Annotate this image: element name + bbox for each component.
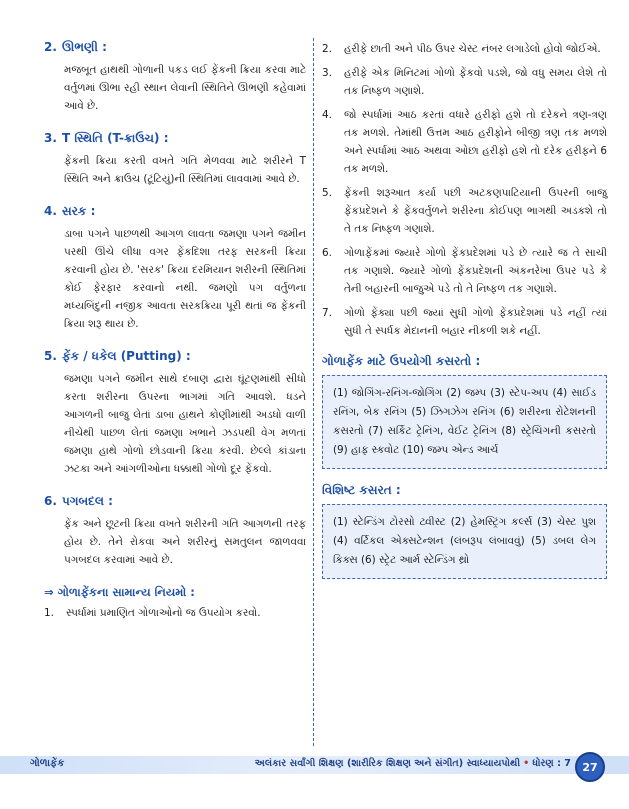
- rule-text: હરીફે છાતી અને પીઠ ઉપર ચેસ્ટ નંબર લગાડેલો હોવો જોઈએ.: [344, 43, 601, 55]
- section-heading: [44, 131, 306, 146]
- section-title: ઊભણી :: [62, 40, 107, 54]
- rule-text: ગોળાફેંકમાં જ્યારે ગોળો ફેંકપ્રદેશમાં પડે છે ત્યારે જ તે સાચી તક ગણાશે. જ્યારે ગોળો ફેંકપ્રદેશની અંકનરેખા ઉપર પડે કે તેની બહારની બાજુએ પડે તો તે નિષ્ફળ તક ગણાશે.: [344, 247, 607, 295]
- rule-number: 2.: [322, 43, 332, 55]
- rule-text: જો સ્પર્ધામાં આઠ કરતાં વધારે હરીફો હશે તો દરેકને ત્રણ-ત્રણ તક મળશે. તેમાંથી ઉત્તમ આઠ હરીફોને બીજી ત્રણ તક મળશે અને સ્પર્ધામાં આઠ અથવા ઓછા હરીફો હશે તો દરેક હરીફને 6 તક મળશે.: [344, 109, 607, 175]
- rule-number: 3.: [322, 67, 332, 79]
- rule-text: સ્પર્ધામાં પ્રમાણિત ગોળાઓનો જ ઉપયોગ કરવો.: [66, 607, 261, 619]
- section-heading: [44, 204, 306, 219]
- section-pagbadal: [44, 494, 306, 569]
- section-body: ડાબા પગને પાછળથી આગળ લાવતા જમણા પગને જમીન પરથી ઊંચે લીધા વગર ફેંકદિશા તરફ સરકની ક્રિયા કરવાની હોય છે. 'સરક' ક્રિયા દરમિયાન શરીરની સ્થિતિમાં કોઈ ફેરફાર કરવાનો નથી. જમણો પગ વર્તુળના મધ્યબિંદુની નજીક આવતા સરકક્રિયા પૂરી થતાં જ ફેંકની ક્રિયા શરૂ થાય છે.: [64, 228, 306, 330]
- rule-text: ફેંકની શરૂઆત કર્યા પછી અટકણપાટિયાની ઉપરની બાજુ ફેંકપ્રદેશને કે ફેંકવર્તુળને શરીરના કોઈપણ ભાગથી અડકશે તો તે તક નિષ્ફળ ગણાશે.: [344, 187, 607, 235]
- section-body: જમણા પગને જમીન સાથે દબાણ દ્વારા ઘૂંટણમાંથી સીધો કરતા શરીરના ઉપરના ભાગમાં ગતિ આવશે. ધડને આગળની બાજુ લેતાં ડાબા હાથને કોણીમાંથી અડધો વાળી નીચેથી પાછળ લેતાં જમણા ખભાને ઝડપથી વેગ મળતાં જમણા હાથે ગોળો છોડવાની ક્રિયા કરવી. છેલ્લે કાંડાના ઝટકા અને આંગળીઓના ધક્કાથી ગોળો દૂર ફેંકવો.: [64, 373, 306, 475]
- section-number: 2.: [44, 40, 57, 54]
- rule-item: [322, 40, 607, 58]
- right-column: [322, 40, 607, 579]
- section-body: મજબૂત હાથથી ગોળાની પકડ લઈ ફેંકની ક્રિયા કરવા માટે વર્તુળમાં ઊભા રહી સ્થાન લેવાની સ્થિતિને ઊભણી કહેવામાં આવે છે.: [64, 64, 306, 112]
- footer-chapter: ગોળાફેંક: [30, 758, 65, 769]
- section-number: 4.: [44, 204, 57, 218]
- rules-heading: ⇒ ગોળાફેંકના સામાન્ય નિયમો :: [44, 585, 195, 599]
- rule-item: [322, 184, 607, 238]
- section-ubhani: [44, 40, 306, 115]
- column-divider: [313, 38, 314, 746]
- rule-number: 6.: [322, 247, 332, 259]
- section-title: પગબદલ :: [62, 494, 113, 508]
- rule-text: ગોળો ફેંક્યા પછી જ્યાં સુધી ગોળો ફેંકપ્રદેશમાં પડે નહીં ત્યાં સુધી તે સ્પર્ધક મેદાનની બહાર નીકળી શકે નહીં.: [344, 307, 607, 337]
- section-heading: [44, 494, 306, 509]
- section-heading: [44, 40, 306, 55]
- useful-exercises-box: (1) જોગિંગ-રનિંગ-જોગિંગ (2) જમ્પ (3) સ્ટેપ-અપ (4) સાઈડ રનિંગ, બેક રનિંગ (5) ઝિગઝેગ રનિંગ (6) શરીરના રોટેશનની કસરતો (7) સર્કિટ ટ્રેનિંગ, વેઈટ ટ્રેનિંગ (8) સ્ટ્રેચિંગની કસરતો (9) હાફ સ્કવોટ (10) જમ્પ એન્ડ આર્ચ: [322, 375, 607, 469]
- section-t-crouch: [44, 131, 306, 188]
- section-number: 5.: [44, 349, 57, 363]
- section-body: ફેંક અને છૂટની ક્રિયા વખતે શરીરની ગતિ આગળની તરફ હોય છે. તેને રોકવા અને શરીરનું સમતુલન જાળવવા પગબદલ કરવામાં આવે છે.: [64, 518, 306, 566]
- page-footer: [0, 752, 629, 776]
- rule-number: 4.: [322, 109, 332, 121]
- footer-book-title: [255, 758, 571, 769]
- section-putting: [44, 349, 306, 478]
- rule-item: [322, 304, 607, 340]
- page-number-badge: 27: [575, 752, 605, 782]
- standard-label: ધોરણ : 7: [532, 758, 571, 769]
- rule-number: 5.: [322, 187, 332, 199]
- section-title: સરક :: [62, 204, 96, 218]
- special-exercise-box: (1) સ્ટેન્ડિંગ ટોરસો ટ્વીસ્ટ (2) હેમસ્ટ્રિંગ કર્લ્સ (3) ચેસ્ટ પુશ (4) વર્ટિકલ એક્સટેન્શન (લંબરૂપ લંબાવવું) (5) ડબલ લેગ કિક્સ (6) સ્ટ્રેટ આર્મ સ્ટેન્ડિંગ થ્રો: [322, 504, 607, 579]
- useful-exercises-title: ગોળાફેંક માટે ઉપયોગી કસરતો :: [322, 354, 481, 368]
- section-title: T સ્થિતિ (T-ક્રાઉચ) :: [62, 131, 169, 145]
- rule-number: 7.: [322, 307, 332, 319]
- section-number: 3.: [44, 131, 57, 145]
- book-title: અલંકાર સર્વાંગી શિક્ષણ (શારીરિક શિક્ષણ અને સંગીત) સ્વાધ્યાયપોથી: [254, 758, 521, 769]
- rule-item: [44, 604, 306, 622]
- rule-number: 1.: [44, 607, 54, 619]
- section-title: ફેંક / ધકેલ (Putting) :: [62, 349, 191, 363]
- special-exercise-title: વિશિષ્ટ કસરત :: [322, 483, 401, 497]
- section-number: 6.: [44, 494, 57, 508]
- section-heading: [44, 349, 306, 364]
- left-column: [44, 40, 306, 628]
- section-body: ફેંકની ક્રિયા કરતી વખતે ગતિ મેળવવા માટે શરીરને T સ્થિતિ અને ક્રાઉચ (ટૂંટિયું)ની સ્થિતિમાં લાવવામાં આવે છે.: [64, 155, 306, 185]
- rule-item: [322, 106, 607, 178]
- separator-dot: •: [523, 758, 530, 769]
- rule-item: [322, 64, 607, 100]
- section-sarak: [44, 204, 306, 333]
- rule-text: હરીફે એક મિનિટમાં ગોળો ફેંકવો પડશે, જો વધુ સમય લેશે તો તક નિષ્ફળ ગણાશે.: [344, 67, 607, 97]
- rule-item: [322, 244, 607, 298]
